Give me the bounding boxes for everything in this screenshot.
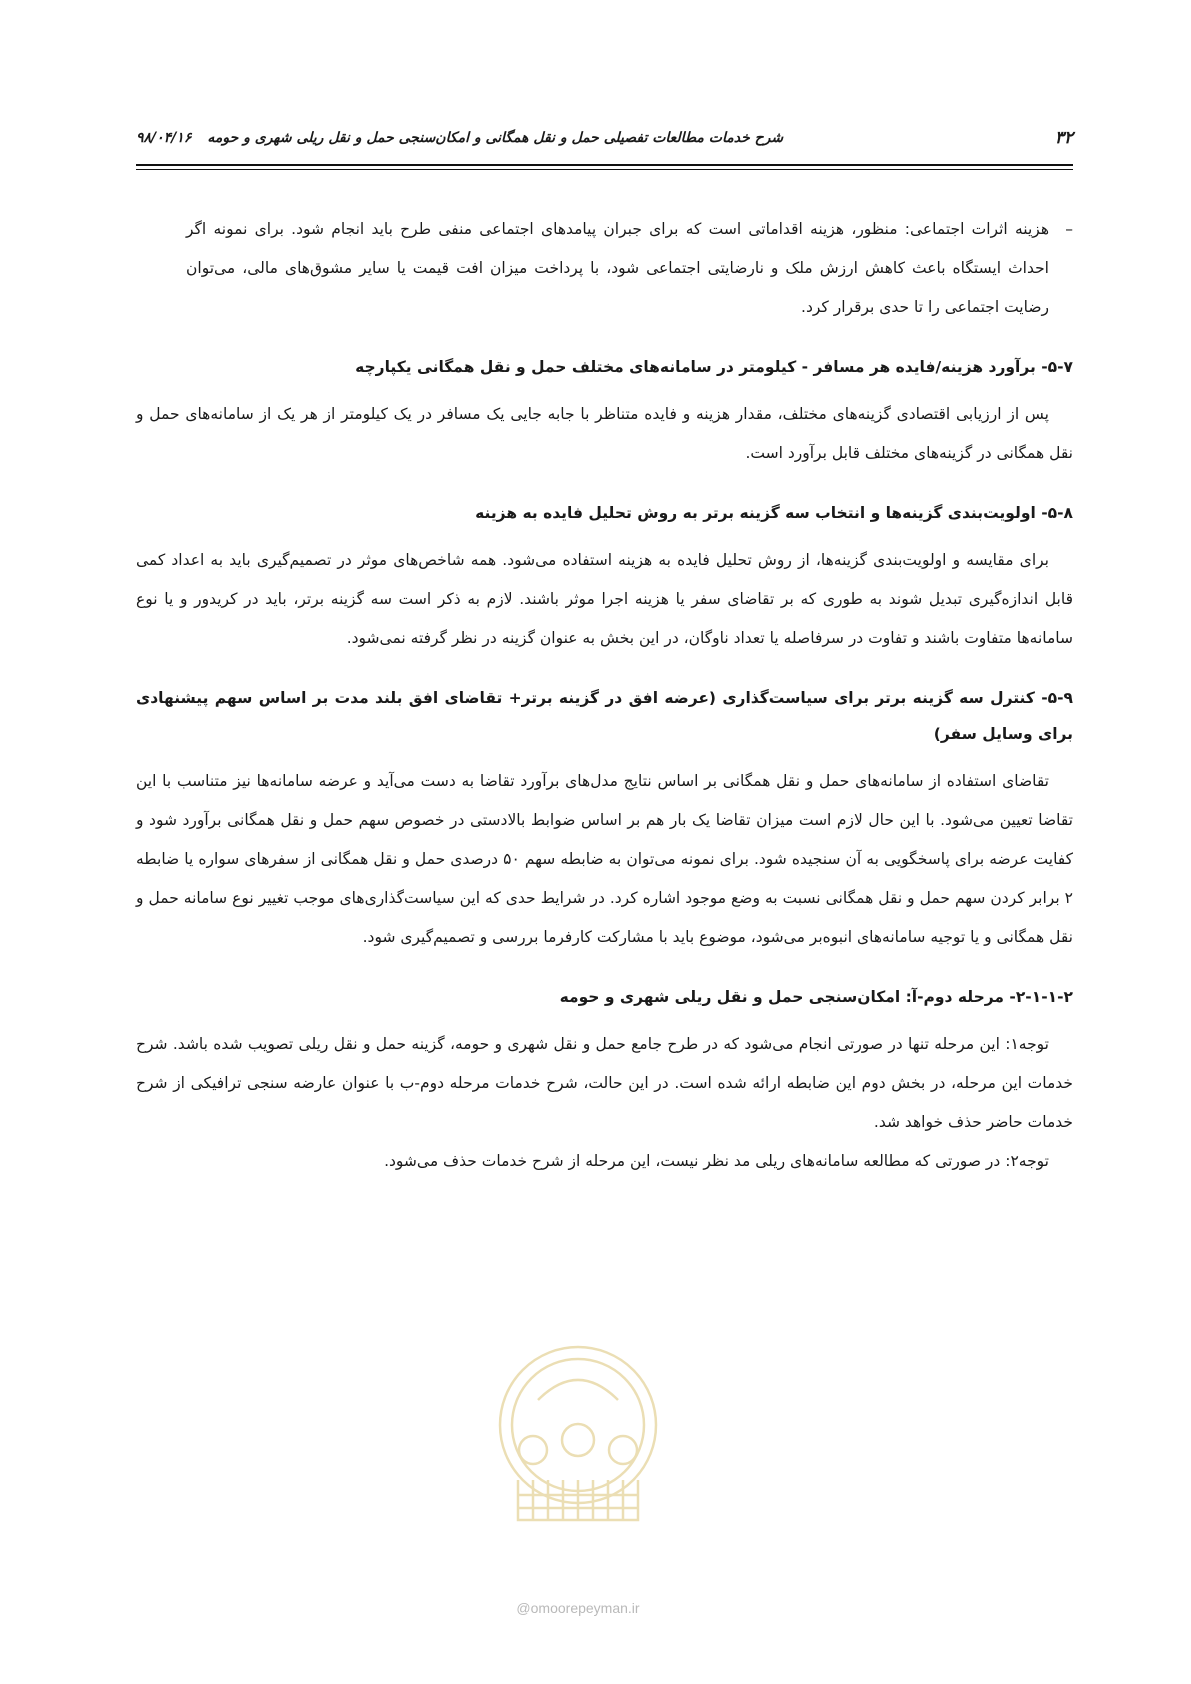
header-title: شرح خدمات مطالعات تفصیلی حمل و نقل همگانی و امکان‌سنجی حمل و نقل ریلی شهری و حومه [207,130,784,146]
watermark-logo [478,1330,678,1590]
section-text-5-8: برای مقایسه و اولویت‌بندی گزینه‌ها، از روش تحلیل فایده به هزینه استفاده می‌شود. همه شاخص‌های موثر در تصمیم‌گیری باید به اعداد کمی قابل اندازه‌گیری تبدیل شوند به طوری که بر تقاضای سفر یا هزینه اجرا موثر باشند. لازم به ذکر است سه گزینه برتر، باید در کریدور و یا نوع سامانه‌ها متفاوت باشند و تفاوت در سرفاصله یا تعداد ناوگان، در این بخش به عنوان گزینه در نظر گرفته نمی‌شود. [136,551,1073,647]
bullet-item [136,210,1073,327]
section-heading-5-8: ۵-۸- اولویت‌بندی گزینه‌ها و انتخاب سه گزینه برتر به روش تحلیل فایده به هزینه [475,504,1073,522]
section-text-5-7: پس از ارزیابی اقتصادی گزینه‌های مختلف، مقدار هزینه و فایده متناظر با جابه جایی یک مسافر در یک کیلومتر از هر یک از سامانه‌های حمل و نقل همگانی در گزینه‌های مختلف قابل برآورد است. [136,405,1073,462]
header-rule-thick [136,164,1073,166]
header-date: ۹۸/۰۴/۱۶ [136,130,192,146]
watermark-seal-icon [478,1330,678,1590]
section-heading-2-1-1-2: ۲-۱-۱-۲- مرحله دوم-آ: امکان‌سنجی حمل و نقل ریلی شهری و حومه [559,988,1073,1006]
bullet-dash: – [1065,220,1073,238]
header-rule-thin [136,169,1073,170]
page-header [136,124,1073,152]
document-body [136,210,1073,1181]
section-heading-5-7: ۵-۷- برآورد هزینه/فایده هر مسافر - کیلومتر در سامانه‌های مختلف حمل و نقل همگانی یکپارچه [355,358,1073,376]
bullet-text: هزینه اثرات اجتماعی: منظور، هزینه اقداماتی است که برای جبران پیامدهای اجتماعی منفی طرح باید انجام شود. برای نمونه اگر احداث ایستگاه باعث کاهش ارزش ملک و نارضایتی اجتماعی شود، با پرداخت میزان افت قیمت یا سایر مشوق‌های مالی، می‌توان رضایت اجتماعی را تا حدی برقرار کرد. [186,220,1049,316]
section-text-5-9: تقاضای استفاده از سامانه‌های حمل و نقل همگانی بر اساس نتایج مدل‌های برآورد تقاضا به دست می‌آید و عرضه سامانه‌ها نیز متناسب با این تقاضا تعیین می‌شود. با این حال لازم است میزان تقاضا یک بار هم بر اساس ضوابط بالادستی در خصوص سهم حمل و نقل همگانی برآورد شود و کفایت عرضه برای پاسخگویی به آن سنجیده شود. برای نمونه می‌توان به ضابطه سهم ۵۰ درصدی حمل و نقل همگانی از سفرهای سواره یا ضابطه ۲ برابر کردن سهم حمل و نقل همگانی نسبت به وضع موجود اشاره کرد. در شرایط حدی که این سیاست‌گذاری‌های موجب تغییر نوع سامانه حمل و نقل همگانی و یا توجیه سامانه‌های انبوه‌بر می‌شود، موضوع باید با مشارکت کارفرما بررسی و تصمیم‌گیری شود. [136,772,1074,946]
note-2: توجه۲: در صورتی که مطالعه سامانه‌های ریلی مد نظر نیست، این مرحله از شرح خدمات حذف می‌شود. [384,1152,1049,1170]
header-title-group [136,130,783,146]
page-number: ۳۲ [1054,128,1073,148]
watermark-url: @omoorepeyman.ir [516,1600,640,1616]
section-heading-5-9: ۵-۹- کنترل سه گزینه برتر برای سیاست‌گذاری (عرضه افق در گزینه برتر+ تقاضای افق بلند مدت بر اساس سهم پیشنهادی برای وسایل سفر) [136,689,1073,743]
note-1: توجه۱: این مرحله تنها در صورتی انجام می‌شود که در طرح جامع حمل و نقل شهری و حومه، گزینه حمل و نقل ریلی تصویب شده باشد. شرح خدمات این مرحله، در بخش دوم این ضابطه ارائه شده است. در این حالت، شرح خدمات مرحله دوم-ب با عنوان عارضه سنجی ترافیکی از شرح خدمات حاضر حذف خواهد شد. [136,1035,1073,1131]
